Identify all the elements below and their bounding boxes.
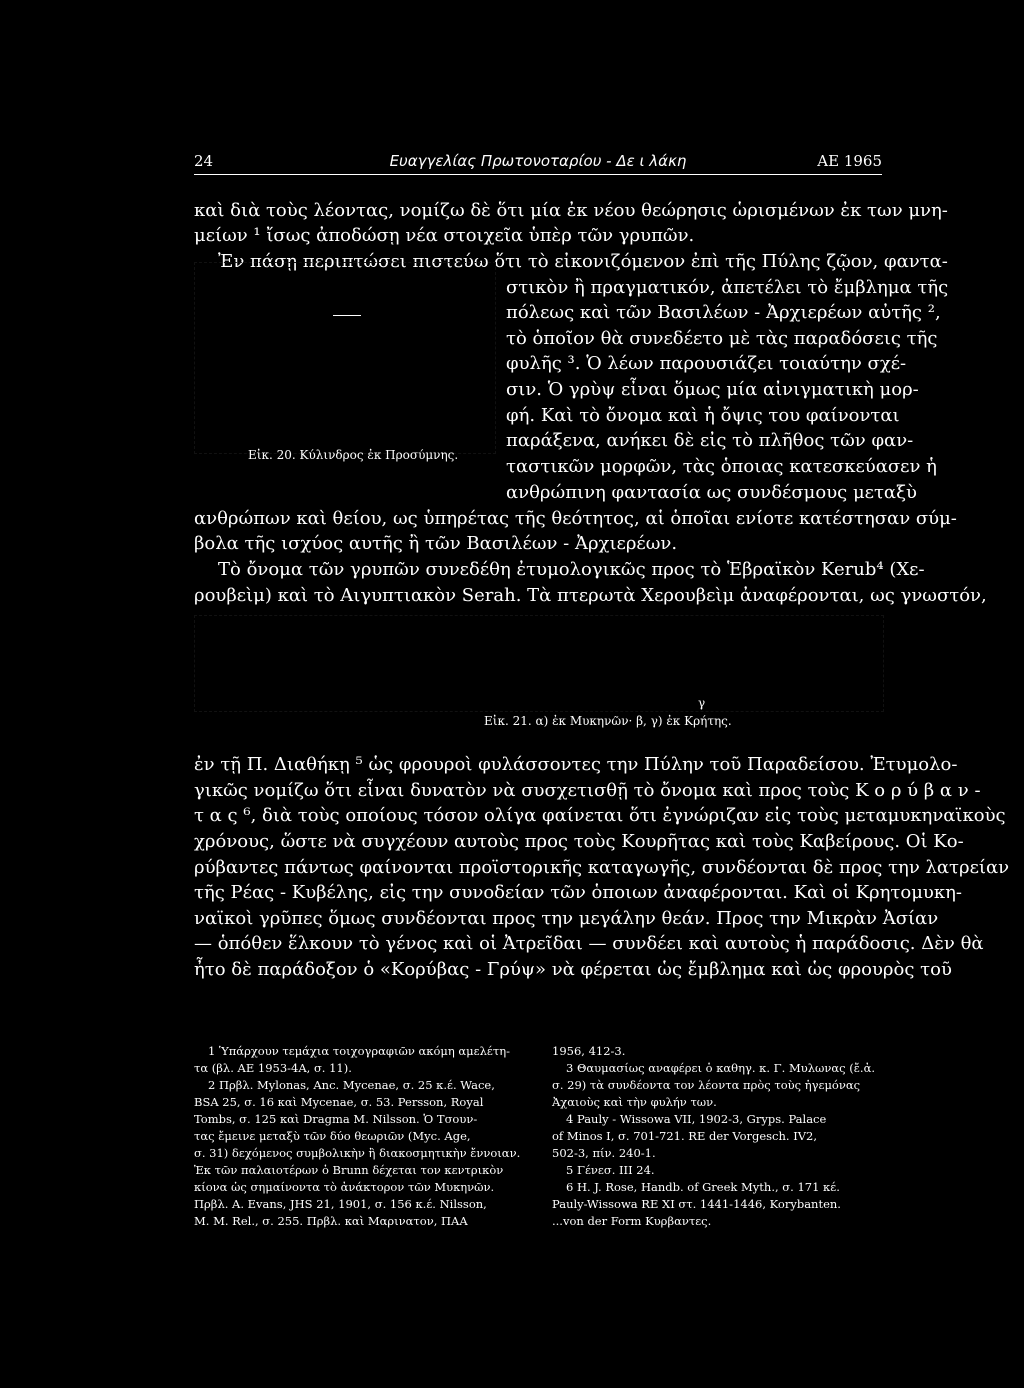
- footnote-line: Πρβλ. A. Evans, JHS 21, 1901, σ. 156 κ.έ. Nilsson,: [194, 1197, 487, 1211]
- figure-mark: [333, 315, 361, 316]
- journal-reference: ΑΕ 1965: [817, 152, 882, 170]
- running-title: Ευαγγελίας Πρωτονοταρίου - Δε ι λάκη: [389, 152, 687, 170]
- text-line: τ α ς ⁶, διὰ τοὺς οποίους τόσον ολίγα φαίνεται ὅτι ἐγνώριζαν εἰς τοὺς μεταμυκηναϊκοὺς: [194, 805, 1006, 826]
- footnote-line: Pauly-Wissowa RE XI στ. 1441-1446, Korybanten.: [552, 1197, 841, 1211]
- text-line: ανθρώπων καὶ θείου, ως ὑπηρέτας τῆς θεότητος, αἱ ὁποῖαι ενίοτε κατέστησαν σύμ-: [194, 508, 957, 529]
- footnote-line: σ. 31) δεχόμενος συμβολικὴν ἢ διακοσμητικὴν ἔννοιαν.: [194, 1146, 521, 1160]
- footnote-line: 4 Pauly - Wissowa VII, 1902-3, Gryps. Palace: [566, 1112, 827, 1126]
- text-line: τῆς Ρέας - Κυβέλης, εἰς την συνοδείαν τῶν ὁποιων ἀναφέρονται. Καὶ οἱ Κρητομυκη-: [194, 882, 962, 903]
- text-line: γικῶς νομίζω ὅτι εἶναι δυνατὸν νὰ συσχετισθῇ τὸ ὄνομα καὶ προς τοὺς Κ ο ρ ύ β α ν -: [194, 780, 981, 801]
- text-line: ρουβεὶμ) καὶ τὸ Αιγυπτιακὸν Serah. Τὰ πτερωτὰ Χερουβεὶμ ἀναφέρονται, ως γνωστόν,: [194, 585, 987, 606]
- footnote-line: κίονα ὡς σημαίνοντα τὸ ἀνάκτορον τῶν Μυκηνῶν.: [194, 1180, 495, 1194]
- text-line: μείων ¹ ἴσως ἀποδώσῃ νέα στοιχεῖα ὑπὲρ τῶν γρυπῶν.: [194, 225, 695, 246]
- footnote-line: 502-3, πίν. 240-1.: [552, 1146, 656, 1160]
- text-line: καὶ διὰ τοὺς λέοντας, νομίζω δὲ ὅτι μία ἐκ νέου θεώρησις ὡρισμένων ἐκ των μνη-: [194, 200, 948, 221]
- text-line: Ἐν πάσῃ περιπτώσει πιστεύω ὅτι τὸ εἰκονιζόμενον ἐπὶ τῆς Πύλης ζῷον, φαντα-: [218, 251, 948, 272]
- footnote-line: τα (βλ. ΑΕ 1953-4Α, σ. 11).: [194, 1061, 352, 1075]
- footnote-line: Ἐκ τῶν παλαιοτέρων ὁ Brunn δέχεται τον κεντρικὸν: [194, 1163, 504, 1177]
- footnote-line: 2 Πρβλ. Mylonas, Anc. Mycenae, σ. 25 κ.έ. Wace,: [208, 1078, 495, 1092]
- footnote-line: 5 Γένεσ. III 24.: [566, 1163, 655, 1177]
- text-line: φυλῆς ³. Ὁ λέων παρουσιάζει τοιαύτην σχέ-: [506, 353, 907, 374]
- footnote-line: τας ἔμεινε μεταξὺ τῶν δύο θεωριῶν (Myc. Age,: [194, 1129, 471, 1143]
- text-line: χρόνους, ὥστε νὰ συγχέουν αυτοὺς προς τοὺς Κουρῆτας καὶ τοὺς Καβείρους. Οἱ Κο-: [194, 831, 964, 852]
- footnote-line: 6 H. J. Rose, Handb. of Greek Myth., σ. 171 κέ.: [566, 1180, 840, 1194]
- text-line: στικὸν ἢ πραγματικόν, ἀπετέλει τὸ ἔμβλημα τῆς: [506, 277, 949, 298]
- page-number: 24: [194, 152, 214, 170]
- text-line: ρύβαντες πάντως φαίνονται προϊστορικῆς καταγωγῆς, συνδέονται δὲ προς την λατρείαν: [194, 857, 1010, 878]
- footnote-line: 3 Θαυμασίως αναφέρει ὁ καθηγ. κ. Γ. Μυλωνας (ἔ.ἀ.: [566, 1061, 875, 1075]
- text-line: ναϊκοὶ γρῦπες ὅμως συνδέονται προς την μεγάλην θεάν. Προς την Μικρὰν Ἀσίαν: [194, 908, 939, 929]
- footnote-line: Tombs, σ. 125 καὶ Dragma M. Nilsson. Ὁ Τσουν-: [194, 1112, 478, 1126]
- text-line: Τὸ ὄνομα τῶν γρυπῶν συνεδέθη ἐτυμολογικῶς προς τὸ Ἑβραϊκὸν Kerub⁴ (Χε-: [218, 559, 925, 580]
- figure-21-label-gamma: γ: [698, 696, 706, 710]
- text-line: ἦτο δὲ παράδοξον ὁ «Κορύβας - Γρύψ» νὰ φέρεται ὡς ἔμβλημα καὶ ὡς φρουρὸς τοῦ: [194, 959, 952, 980]
- text-line: βολα τῆς ισχύος αυτῆς ἢ τῶν Βασιλέων - Ἀρχιερέων.: [194, 533, 678, 554]
- footnote-line: ...von der Form Κυρβαντες.: [552, 1214, 712, 1228]
- figure-21-caption: Εἰκ. 21. α) ἐκ Μυκηνῶν· β, γ) ἐκ Κρήτης.: [484, 714, 732, 728]
- text-line: σιν. Ὁ γρὺψ εἶναι ὅμως μία αἰνιγματικὴ μορ-: [506, 379, 919, 400]
- text-line: — ὁπόθεν ἕλκουν τὸ γένος καὶ οἱ Ἀτρεῖδαι — συνδέει καὶ αυτοὺς ἡ παράδοσις. Δὲν θὰ: [194, 933, 984, 954]
- footnote-line: Ἀχαιοὺς καὶ τὴν φυλήν των.: [552, 1095, 717, 1109]
- footnote-line: BSA 25, σ. 16 καὶ Mycenae, σ. 53. Persson, Royal: [194, 1095, 484, 1109]
- footnote-line: of Minos I, σ. 701-721. RE der Vorgesch. IV2,: [552, 1129, 818, 1143]
- footnote-line: 1 Ὑπάρχουν τεμάχια τοιχογραφιῶν ακόμη αμελέτη-: [208, 1044, 510, 1058]
- text-line: φή. Καὶ τὸ ὄνομα καὶ ἡ ὄψις του φαίνονται: [506, 405, 900, 426]
- text-line: τὸ ὁποῖον θὰ συνεδέετο μὲ τὰς παραδόσεις τῆς: [506, 328, 938, 349]
- text-line: ταστικῶν μορφῶν, τὰς ὁποιας κατεσκεύασεν ἡ: [506, 456, 937, 477]
- footnote-line: 1956, 412-3.: [552, 1044, 626, 1058]
- text-line: ἐν τῇ Π. Διαθήκῃ ⁵ ὡς φρουροὶ φυλάσσοντες την Πύλην τοῦ Παραδείσου. Ἐτυμολο-: [194, 754, 958, 775]
- footnote-line: M. M. Rel., σ. 255. Πρβλ. καὶ Μαρινατον, ΠΑΑ: [194, 1214, 468, 1228]
- figure-20-image: [194, 262, 496, 454]
- text-line: πόλεως καὶ τῶν Βασιλέων - Ἀρχιερέων αὐτῆς ²,: [506, 302, 941, 323]
- text-line: ανθρώπινη φαντασία ως συνδέσμους μεταξὺ: [506, 482, 917, 503]
- figure-21-image: [194, 615, 884, 712]
- page-header: [194, 152, 882, 175]
- figure-20-caption: Εἰκ. 20. Κύλινδρος ἐκ Προσύμνης.: [248, 448, 459, 462]
- text-line: παράξενα, ανήκει δὲ εἰς τὸ πλῆθος τῶν φαν-: [506, 430, 914, 451]
- footnote-line: σ. 29) τὰ συνδέοντα τον λέοντα πρὸς τοὺς ἡγεμόνας: [552, 1078, 861, 1092]
